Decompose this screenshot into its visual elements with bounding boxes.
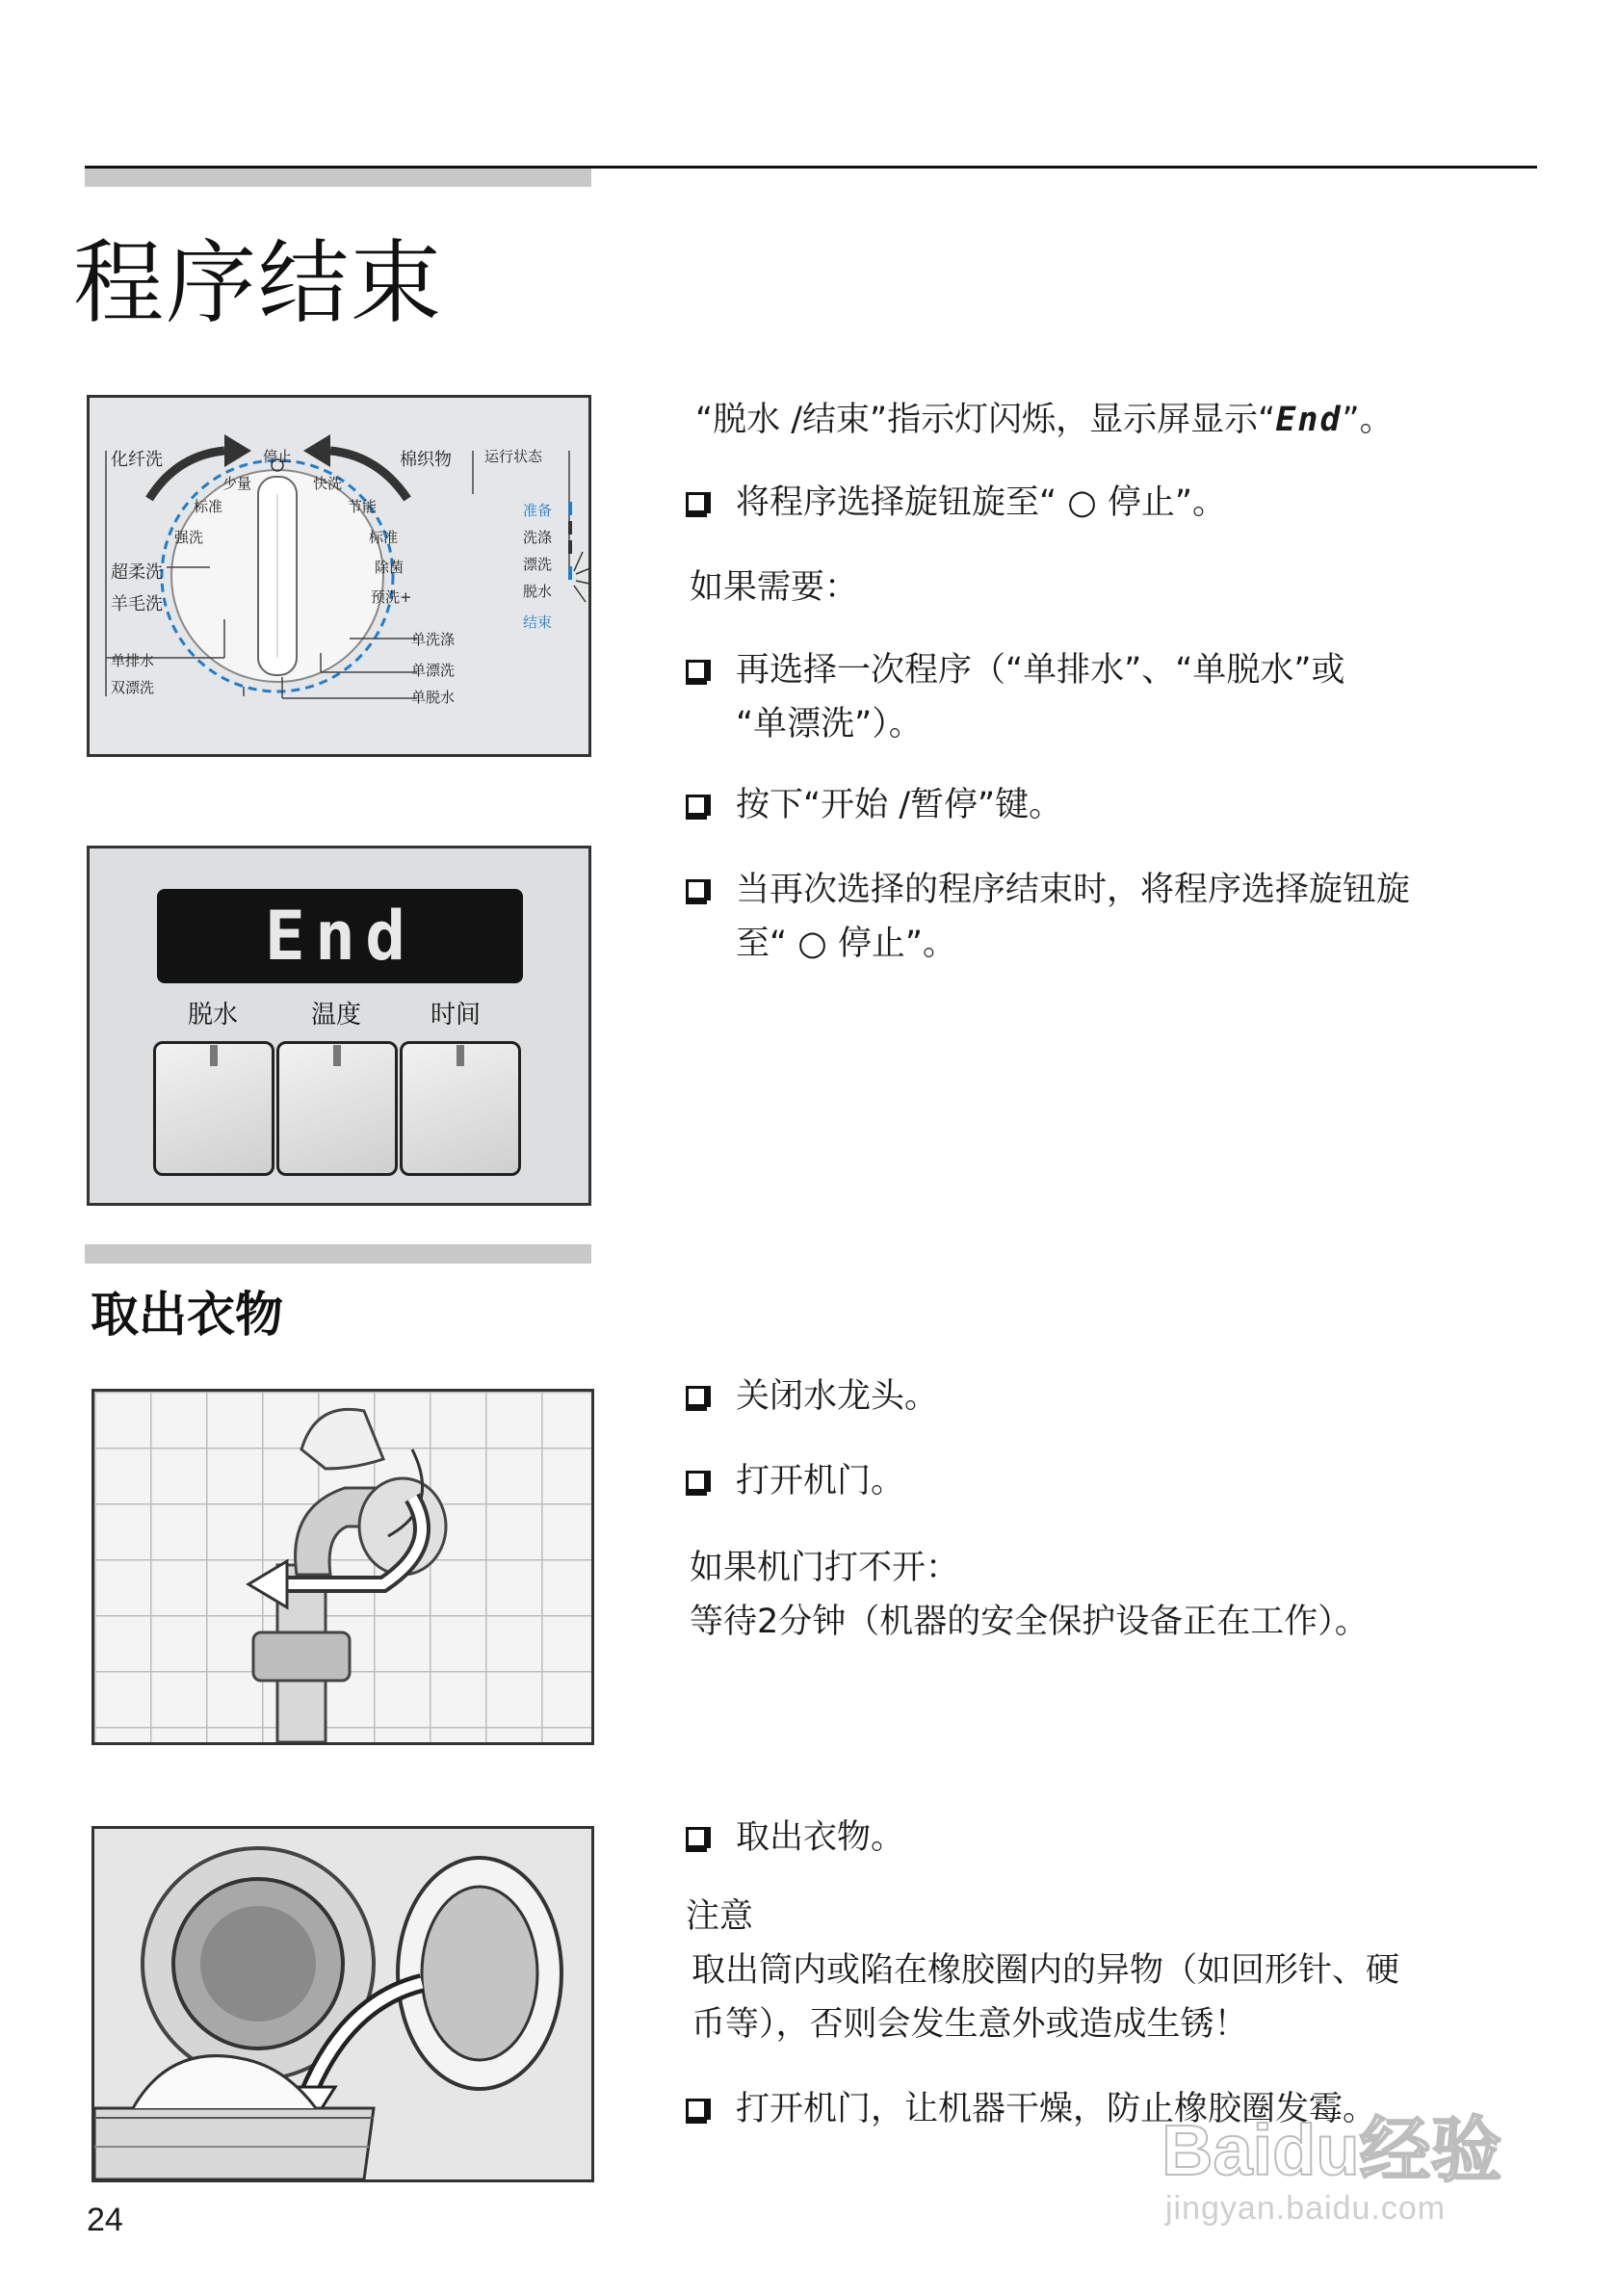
step-line-1: 再选择一次程序（“单排水”、“单脱水”或 xyxy=(736,651,1345,690)
checkbox-icon xyxy=(686,1827,707,1848)
label-synthetic: 化纤洗 xyxy=(111,450,163,470)
step-text: 关闭水龙头。 xyxy=(736,1377,939,1416)
caution-title: 注意 xyxy=(686,1897,754,1936)
label-rinse-only: 单漂洗 xyxy=(411,662,456,679)
status-rinsing: 漂洗 xyxy=(523,556,553,573)
intro-line xyxy=(695,393,1394,447)
step-press-start xyxy=(686,778,1062,832)
temperature-indicator xyxy=(333,1045,341,1066)
step-select-again xyxy=(686,643,1345,751)
step-open-door xyxy=(686,1454,904,1508)
close-faucet-illustration xyxy=(91,1389,594,1745)
title-bar-accent xyxy=(85,169,591,187)
status-spinning: 脱水 xyxy=(523,583,553,600)
page-title: 程序结束 xyxy=(73,231,444,336)
status-end: 结束 xyxy=(523,613,553,631)
checkbox-icon xyxy=(686,492,707,513)
label-double-rinse: 双漂洗 xyxy=(111,679,155,696)
label-wash-only: 单洗涤 xyxy=(411,631,456,648)
baidu-watermark xyxy=(1156,2094,1522,2238)
caution-line-2: 币等），否则会发生意外或造成生锈！ xyxy=(692,2005,1248,2044)
intro-lcd: End xyxy=(1275,401,1343,439)
step-line-2: “单漂洗”）。 xyxy=(736,705,923,744)
door-note-line-2: 等待2分钟（机器的安全保护设备正在工作）。 xyxy=(690,1603,1369,1641)
ring-label-stop: 停止 xyxy=(263,448,293,465)
lcd-text: End xyxy=(264,897,416,976)
status-ready: 准备 xyxy=(523,502,553,519)
step-text: 打开机门。 xyxy=(736,1462,905,1500)
temperature-button-label: 温度 xyxy=(311,1001,362,1030)
display-panel xyxy=(87,846,591,1206)
if-needed-label: 如果需要： xyxy=(690,568,859,607)
step-turn-to-stop xyxy=(686,476,1226,530)
checkbox-icon xyxy=(686,660,707,681)
ring-label-standard-right: 标准 xyxy=(369,529,399,546)
label-super-soft: 超柔洗 xyxy=(111,562,163,583)
time-indicator xyxy=(457,1045,464,1066)
ring-label-prewash: 预洗+ xyxy=(371,588,412,606)
ring-label-sanitize: 除菌 xyxy=(375,559,404,576)
spin-button-label: 脱水 xyxy=(188,1001,239,1030)
lcd-display xyxy=(157,889,523,983)
intro-post: ”。 xyxy=(1342,401,1394,439)
step-text: 取出衣物。 xyxy=(736,1818,905,1857)
label-spin-only: 单脱水 xyxy=(411,689,456,706)
label-cotton: 棉织物 xyxy=(400,450,452,470)
subsection-bar-accent xyxy=(85,1244,591,1264)
step-turn-after-end xyxy=(686,863,1410,971)
caution-text xyxy=(692,1944,1399,2051)
watermark-brand: Baidu经验 xyxy=(1161,2110,1502,2190)
status-title: 运行状态 xyxy=(484,448,543,465)
checkbox-icon xyxy=(686,2099,707,2120)
step-remove-laundry xyxy=(686,1811,904,1865)
caution-line-1: 取出筒内或陷在橡胶圈内的异物（如回形针、硬 xyxy=(692,1951,1400,1990)
step-line-1: 按下“开始 /暂停”键。 xyxy=(736,786,1063,824)
checkbox-icon xyxy=(686,1386,707,1407)
subsection-title: 取出衣物 xyxy=(91,1286,283,1343)
step-text: 将程序选择旋钮旋至“ ○ 停止”。 xyxy=(736,483,1227,522)
label-wool: 羊毛洗 xyxy=(111,594,163,614)
step-line-1: 当再次选择的程序结束时，将程序选择旋钮旋 xyxy=(736,871,1411,909)
intro-pre: “脱水 /结束”指示灯闪烁，显示屏显示“ xyxy=(695,401,1276,439)
ring-label-intensive: 强洗 xyxy=(174,529,204,546)
step-text: 打开机门，让机器干燥，防止橡胶圈发霉。 xyxy=(736,2090,1377,2128)
ring-label-quick: 快洗 xyxy=(313,475,343,492)
faucet-drawing xyxy=(94,1392,591,1742)
watermark-url: jingyan.baidu.com xyxy=(1165,2190,1447,2227)
label-drain: 单排水 xyxy=(111,652,155,669)
step-line-2: 至“ ○ 停止”。 xyxy=(736,925,957,963)
checkbox-icon xyxy=(686,879,707,900)
page-number: 24 xyxy=(87,2202,123,2238)
step-close-faucet xyxy=(686,1370,938,1423)
door-note xyxy=(690,1541,1369,1649)
checkbox-icon xyxy=(686,1471,707,1492)
status-washing: 洗涤 xyxy=(523,529,553,546)
ring-label-eco: 节能 xyxy=(348,498,378,515)
program-dial-panel xyxy=(87,395,591,757)
washer-drawing xyxy=(94,1829,591,2179)
checkbox-icon xyxy=(686,795,707,816)
remove-laundry-illustration xyxy=(91,1826,594,2182)
door-note-line-1: 如果机门打不开： xyxy=(690,1549,960,1587)
time-button-label: 时间 xyxy=(431,1001,482,1030)
ring-label-standard-left: 标准 xyxy=(194,498,223,515)
spin-indicator xyxy=(210,1045,218,1066)
ring-label-small-load: 少量 xyxy=(222,475,252,492)
